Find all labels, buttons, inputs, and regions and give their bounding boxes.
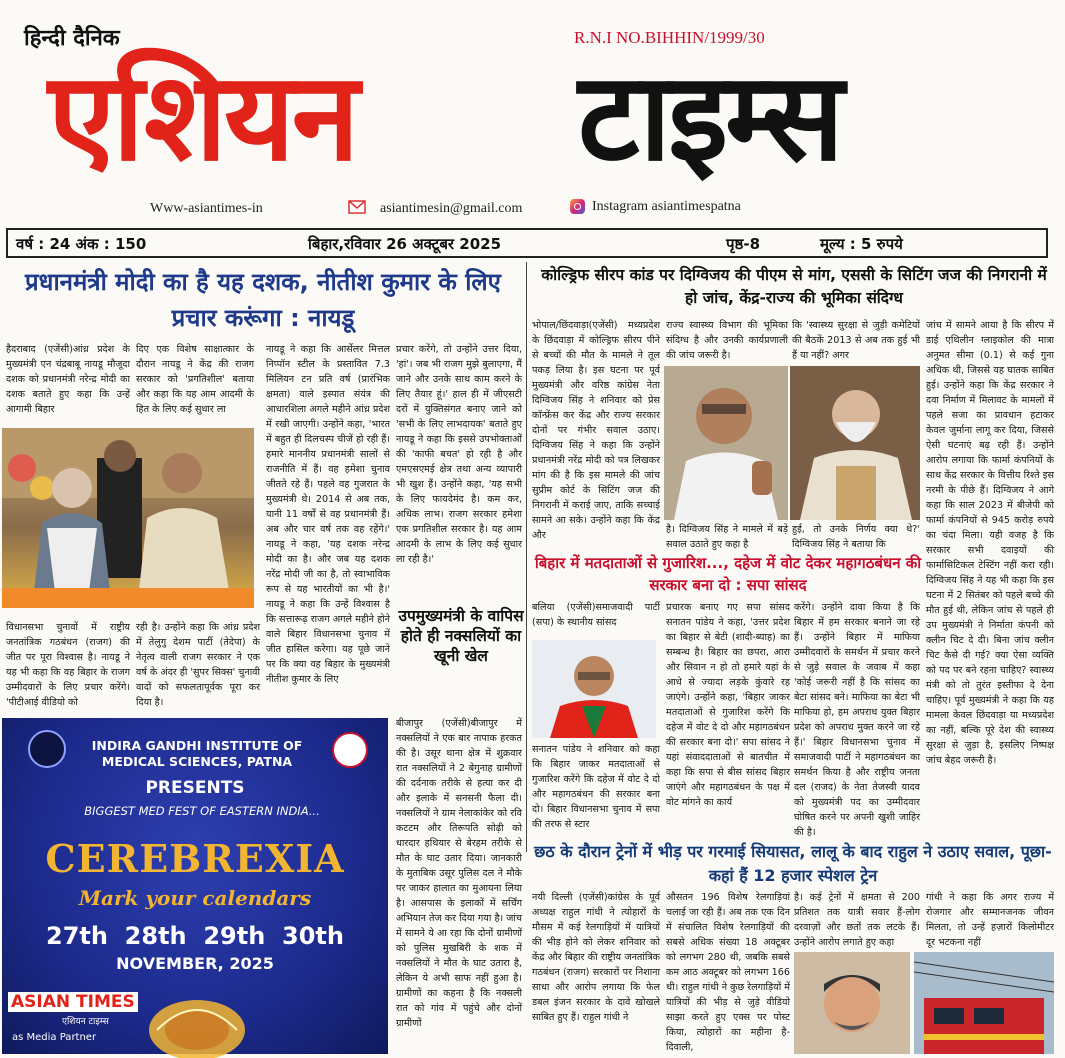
ad-mark-calendars: Mark your calendars: [78, 886, 312, 910]
ad-partner-brand: ASIAN TIMES: [8, 992, 138, 1012]
story2-col2: राज्य स्वास्थ्य विभाग की भूमिका संदिग्ध है और उनकी कार्यप्रणाली की जांच जरूरी है।: [666, 320, 788, 361]
story2-col4: जांच में सामने आया है कि सीरप में डाई एथिलीन ग्लाइकोल की मात्रा अनुमत सीमा (0.1) से कई गुना अधिक थी, जिससे यह घातक साबित हुई। उन्होंने कहा कि केंद्र सरकार ने दवा निर्माण में मिलावट के मामलों में पहले सजा का प्रावधान हटाकर केवल जुर्माना लागू कर दिया, जिससे ऐसी घटनाएं बढ़ रही हैं। उन्होंने आरोप लगाया कि फार्मा कंपनियों के साथ केंद्र सरकार के वित्तीय रिश्ते इस नरमी के पीछे हैं। दिग्विजय ने आगे कहा कि साल 2023 में बीजेपी को फार्मा कंपनियों से 945 करोड़ रुपये का चंदा मिला। यही वजह है कि सरकार सभी दवाइयों की फार्मासिटिकल टेस्टिंग नहीं करा रही। दिग्विजय सिंह ने यह भी कहा कि इस घटना में 2 सितंबर को पहले बच्चे की मौत हुई थी, लेकिन जांच से पहले ही उप मुख्यमंत्री ने निर्माता कंपनी को क्लीन चिट दे दी। बिना जांच क्लीन चिट कैसे दी गई? क्या ऐसा व्यक्ति को पद पर बने रहना चाहिए? स्वास्थ्य मंत्री को तो तुरंत इस्तीफा दे देना चाहिए। पूर्व मुख्यमंत्री ने कहा कि यह मामला केवल छिंदवाड़ा या मध्यप्रदेश का नहीं, बल्कि पूरे देश की स्वास्थ्य सुरक्षा से जुड़ा है, इसलिए निष्पक्ष जांच बेहद जरूरी है।: [926, 320, 1054, 766]
story2-col2b: है। दिग्विजय सिंह ने मामले में बड़े सवाल उठाते हुए कहा है: [666, 524, 788, 550]
brain-illustration-icon: [142, 980, 252, 1054]
rni-number: R.N.I NO.BIHHIN/1999/30: [574, 28, 765, 47]
story3-col3: करेंगे। उन्होंने दावा किया है कि बिहार में हम सरकार बनाने जा रहे हैं। उन्होंने बिहार में माफिया उम्मीदवारों के समर्थन में प्रचार करने से जुड़े सवाल के जवाब में कहा 'कोई जरूरी नहीं है कि सांसद का बेटा सांसद बने। माफिया का बेटा भी माफिया हो, हम अपराध युक्त बिहार प्रदेश को अपराध मुक्त करने जा रहे हैं।' बिहार विधानसभा चुनाव में समाजवादी पार्टी ने महागठबंधन का समर्थन किया है और राष्ट्रीय जनता दल (राजद) के नेता तेजस्वी यादव को मुख्यमंत्री पद का उम्मीदवार घोषित करने पर अपनी खुशी जाहिर की है।: [794, 602, 920, 838]
digvijay-photo: [664, 366, 788, 520]
ad-right-logo-icon: [332, 732, 368, 768]
story1-col1: हैदराबाद (एजेंसी)आंध्र प्रदेश के मुख्यमंत्री एन चंद्रबाबू नायडू मौजूदा दशक को प्रधानमंत्री नरेन्द्र मोदी का दशक बताते हुए कहा कि उन्हें आगामी बिहार: [6, 344, 130, 415]
story5-col1: नयी दिल्ली (एजेंसी)कांग्रेस के पूर्व अध्यक्ष राहुल गांधी ने त्योहारों के मौसम में कई रेलगाड़ियों में यात्रियों की भीड़ होने को लेकर शनिवार को केंद्र और बिहार की राष्ट्रीय जनतांत्रिक गठबंधन (राजग) सरकारों पर निशाना साधा और आरोप लगाया कि फेल डबल इंजन सरकार के दावे खोखले साबित हुए हैं। राहुल गांधी ने: [532, 892, 660, 1023]
ad-left-logo-icon: [28, 730, 66, 768]
story4-headline: उपमुख्यमंत्री के वापिस होते ही नक्सलियों का खूनी खेल: [398, 607, 524, 665]
story2-col3b: हुई, तो उनके निर्णय क्या थे?' दिग्विजय सिंह ने बताया कि: [792, 524, 920, 550]
sanatan-pandey-photo: [532, 640, 656, 738]
story5-col2: औसतन 196 विशेष रेलगाड़ियां चलाई जा रही हैं। अब तक एक दिन में संचालित विशेष रेलगाड़ियों की सबसे अधिक संख्या 18 अक्टूबर को लगभग 280 थी, जबकि सबसे कम आठ अक्टूबर को लगभग 166 थी। राहुल गांधी ने कुछ रेलगाड़ियों में यात्रियों की भीड़ से जुड़े वीडियो साझा करते हुए एक्स पर पोस्ट किया, त्योहारों का महीना है-दिवाली,: [666, 892, 790, 1053]
page-count: पृष्ठ-8: [726, 235, 761, 253]
story2-headline: कोल्ड्रिफ सीरप कांड पर दिग्विजय की पीएम से मांग, एससी के सिटिंग जज की निगरानी में हो जांच, केंद्र-राज्य की भूमिका संदिग्ध: [541, 266, 1047, 307]
story2-col3: कि 'स्वास्थ्य सुरक्षा से जुड़ी कमेटियों की बैठकें 2013 से अब तक हुई भी हैं या नहीं? अगर: [792, 320, 920, 361]
ad-fest-name: CEREBREXIA: [45, 836, 345, 881]
story2-col1: भोपाल/छिंदवाड़ा(एजेंसी) मध्यप्रदेश के छिंदवाड़ा में कोल्ड्रिफ सीरप पीने से बच्चों की मौत के मामले ने तूल पकड़ लिया है। इस घटना पर पूर्व मुख्यमंत्री और वरिष्ठ कांग्रेस नेता दिग्विजय सिंह ने शनिवार को प्रेस कॉन्फ्रेंस कर केंद्र और राज्य सरकार दोनों पर गंभीर सवाल उठाए। दिग्विजय सिंह ने कहा कि उन्होंने प्रधानमंत्री नरेंद्र मोदी को पत्र लिखकर मांग की है कि इस मामले की जांच सुप्रीम कोर्ट के सिटिंग जज की निगरानी में कराई जाए, ताकि सच्चाई सामने आ सके। उन्होंने कहा कि केंद्र और: [532, 320, 660, 541]
instagram-link[interactable]: Instagram asiantimespatna: [592, 199, 741, 214]
story3-col1b: सनातन पांडेय ने शनिवार को कहा कि बिहार जाकर मतदाताओं से गुजारिश करेंगे कि दहेज में वोट दे दो और महागठबंधन की सरकार बना दो। बिहार विधानसभा चुनाव में सपा की तरफ से स्टार: [532, 744, 660, 830]
story1-col6: रही है। उन्होंने कहा कि आंध्र प्रदेश में तेलुगु देशम पार्टी (तेदेपा) के नेतृत्व वाली राजग सरकार ने एक वर्ष के अंदर ही 'सुपर सिक्स' चुनावी वादों को सफलतापूर्वक पूरा कर दिया है।: [136, 622, 260, 708]
masthead-title-left: एशियन: [48, 46, 357, 188]
masthead-title-right: टाइम्स: [578, 46, 842, 188]
ad-partner-sub: एशियन टाइम्स: [62, 1017, 109, 1027]
train-photo: [914, 952, 1054, 1054]
story3-headline: बिहार में मतदाताओं से गुजारिश..., दहेज में वोट देकर महागठबंधन की सरकार बना दो : सपा सांसद: [534, 554, 922, 594]
ad-tagline: BIGGEST MED FEST OF EASTERN INDIA...: [84, 804, 320, 818]
story1-col2: दिए एक विशेष साक्षात्कार के दौरान नायडू ने केंद्र की राजग सरकार को 'प्रगतिशील' बताया और कहा कि यह आम आदमी के हित के लिए कई सुधार ला: [136, 344, 254, 415]
volume-issue: वर्ष : 24 अंक : 150: [16, 235, 147, 253]
modi-photo: [790, 366, 920, 520]
story5-col4: गांधी ने कहा कि अगर राज्य में रोजगार और सम्मानजनक जीवन मिलता, तो उन्हें हज़ारों किलोमीटर दूर भटकना नहीं: [926, 892, 1054, 948]
ad-partner-label: as Media Partner: [12, 1032, 97, 1043]
column-divider: [526, 262, 527, 852]
story3-col1: बलिया (एजेंसी)समाजवादी पार्टी (सपा) के स्थानीय सांसद: [532, 602, 660, 628]
website-link[interactable]: Www-asiantimes-in: [150, 201, 263, 216]
story1-col4: प्रचार करेंगे, तो उन्होंने उत्तर दिया, 'हां'। जब भी राजग मुझे बुलाएगा, मैं जाने और उनके साथ काम करने के लिए तैयार हूं।' हाल ही में जीएसटी दरों में युक्तिसंगत बनाए जाने को 'सभी के लिए लाभदायक' बताते हुए नायडू ने कहा कि इससे उपभोक्ताओं की 'काफी बचत' हो रही है और एमएसएमई क्षेत्र तथा अन्य व्यापारी भी खुश हैं। उन्होंने कहा, 'यह सभी के लिए फायदेमंद है। कम कर, अधिक लाभ। राजग सरकार हमेशा एक प्रगतिशील सरकार है। यह आम आदमी के लाभ के लिए कई सुधार ला रही है।': [396, 344, 522, 565]
story5-col3: है। कई ट्रेनों में क्षमता से 200 प्रतिशत तक यात्री सवार हैं-लोग दरवाज़ों और छतों तक लटके हैं। उन्होंने आरोप लगाते हुए कहा: [794, 892, 920, 948]
modi-naidu-photo: [2, 428, 254, 608]
cerebrexia-ad[interactable]: [2, 718, 388, 1054]
email-link[interactable]: asiantimesin@gmail.com: [380, 201, 523, 216]
story5-headline: छठ के दौरान ट्रेनों में भीड़ पर गरमाई सियासत, लालू के बाद राहुल ने उठाए सवाल, पूछा-कहां हैं 12 हजार स्पेशल ट्रेन: [534, 842, 1052, 885]
ad-presents: PRESENTS: [145, 778, 245, 798]
story1-col5: विधानसभा चुनावों में राष्ट्रीय जनतांत्रिक गठबंधन (राजग) की जीत पर पूरा विश्वास है। नायडू ने यह भी कहा कि वह बिहार के राजग उम्मीदवारों के लिए प्रचार करेंगे। 'पीटीआई वीडियो को: [6, 622, 130, 708]
ad-month: NOVEMBER, 2025: [116, 954, 274, 973]
price: मूल्य : 5 रुपये: [820, 235, 903, 253]
story3-col2: प्रचारक बनाए गए सपा सांसद सनातन पांडेय ने कहा, 'उत्तर प्रदेश का बिहार से बेटी (शादी-ब्याह) का सम्बन्ध है। बिहार का छपरा, आरा और सिवान न हो तो हमारे यहां के आधे से ज्यादा लड़के कुंवारे रह जाएंगे। उन्होंने कहा, 'बिहार जाकर मतदाताओं से गुजारिश करेंगे कि दहेज में वोट दे दो और महागठबंधन की सरकार बना दो।' सपा सांसद ने यहां संवाददाताओं से बातचीत में कहा कि सपा से बीस सांसद बिहार जाएंगे और महागठबंधन के पक्ष में वोट मांगने का कार्य: [666, 602, 790, 808]
ad-dates: 27th 28th 29th 30th: [46, 922, 344, 950]
place-date: बिहार,रविवार 26 अक्टूबर 2025: [308, 235, 502, 253]
rahul-gandhi-photo: [794, 952, 910, 1054]
instagram-icon: [570, 199, 585, 214]
story4-body: बीजापुर (एजेंसी)बीजापुर में नक्सलियों ने एक बार नापाक हरकत की है। उसूर थाना क्षेत्र में शुक्रवार रात नक्सलियों ने 2 बेगुनाह ग्रामीणों की दर्दनाक तरीके से हत्या कर दी और इलाके में सनसनी फैला दी। नक्सलियों ने ग्राम नेलाकांकेर को रवि कटटम और तिरूपति सोढ़ी को धारदार हथियार से बेरहम तरीके से मौत के घाट उतार दिया। जानकारी के मुताबिक उसूर पुलिस दल ने मौके पर जाकर हालात का मुआयना लिया है। आसपास के इलाकों में सर्चिंग अभियान तेज कर दिया गया है। जांच में सामने ये आ रहा कि दोनों ग्रामीणों को पुलिस मुखबिरी के शक में नक्सलियों ने मौत के घाट उतारा है, लेकिन ये अभी साफ नहीं हुआ है। ग्रामीणों का कहना है कि नक्सली रात को गांव में पहुंचे और दोनों ग्रामीणों: [396, 718, 522, 1029]
ad-institute: INDIRA GANDHI INSTITUTE OF MEDICAL SCIENCES, PATNA: [91, 738, 303, 769]
story1-headline: प्रधानमंत्री मोदी का है यह दशक, नीतीश कुमार के लिए प्रचार करूंगा : नायडू: [25, 268, 501, 332]
mail-icon: [348, 199, 366, 213]
story1-col3: नायडू ने कहा कि आर्सेलर मित्तल निप्पॉन स्टील के प्रस्तावित 7.3 मिलियन टन प्रति वर्ष (प्रारंभिक क्षमता) वाले इस्पात संयंत्र की आधारशिला अगले महीने आंध्र प्रदेश में रखी जाएगी। उन्होंने कहा, 'भारत में बहुत ही दिलचस्प चीजें हो रही हैं। हमारे माननीय प्रधानमंत्री सालों से राजनीति में हैं। वह हमेशा चुनाव जीतते रहे हैं। पहले वह गुजरात के मुख्यमंत्री थे। 2014 से अब तक, यानी 11 वर्षों से वह प्रधानमंत्री हैं। अब और चार वर्ष तक वह रहेंगे।' नायडू ने कहा, 'यह दशक नरेन्द्र मोदी का है। और जब यह दशक नरेंद्र मोदी जी का है, तो स्वाभाविक रूप से यह भारतीयों का भी है।' नायडू ने कहा कि उन्हें विश्वास है कि सत्तारूढ़ राजग अगले महीने होने वाले बिहार विधानसभा चुनाव में जीत हासिल करेगा। यह पूछे जाने पर कि क्या वह बिहार के मुख्यमंत्री नीतीश कुमार के लिए: [266, 344, 390, 685]
masthead-tagline: हिन्दी दैनिक: [24, 26, 120, 51]
dateline-bar: [6, 228, 1048, 258]
